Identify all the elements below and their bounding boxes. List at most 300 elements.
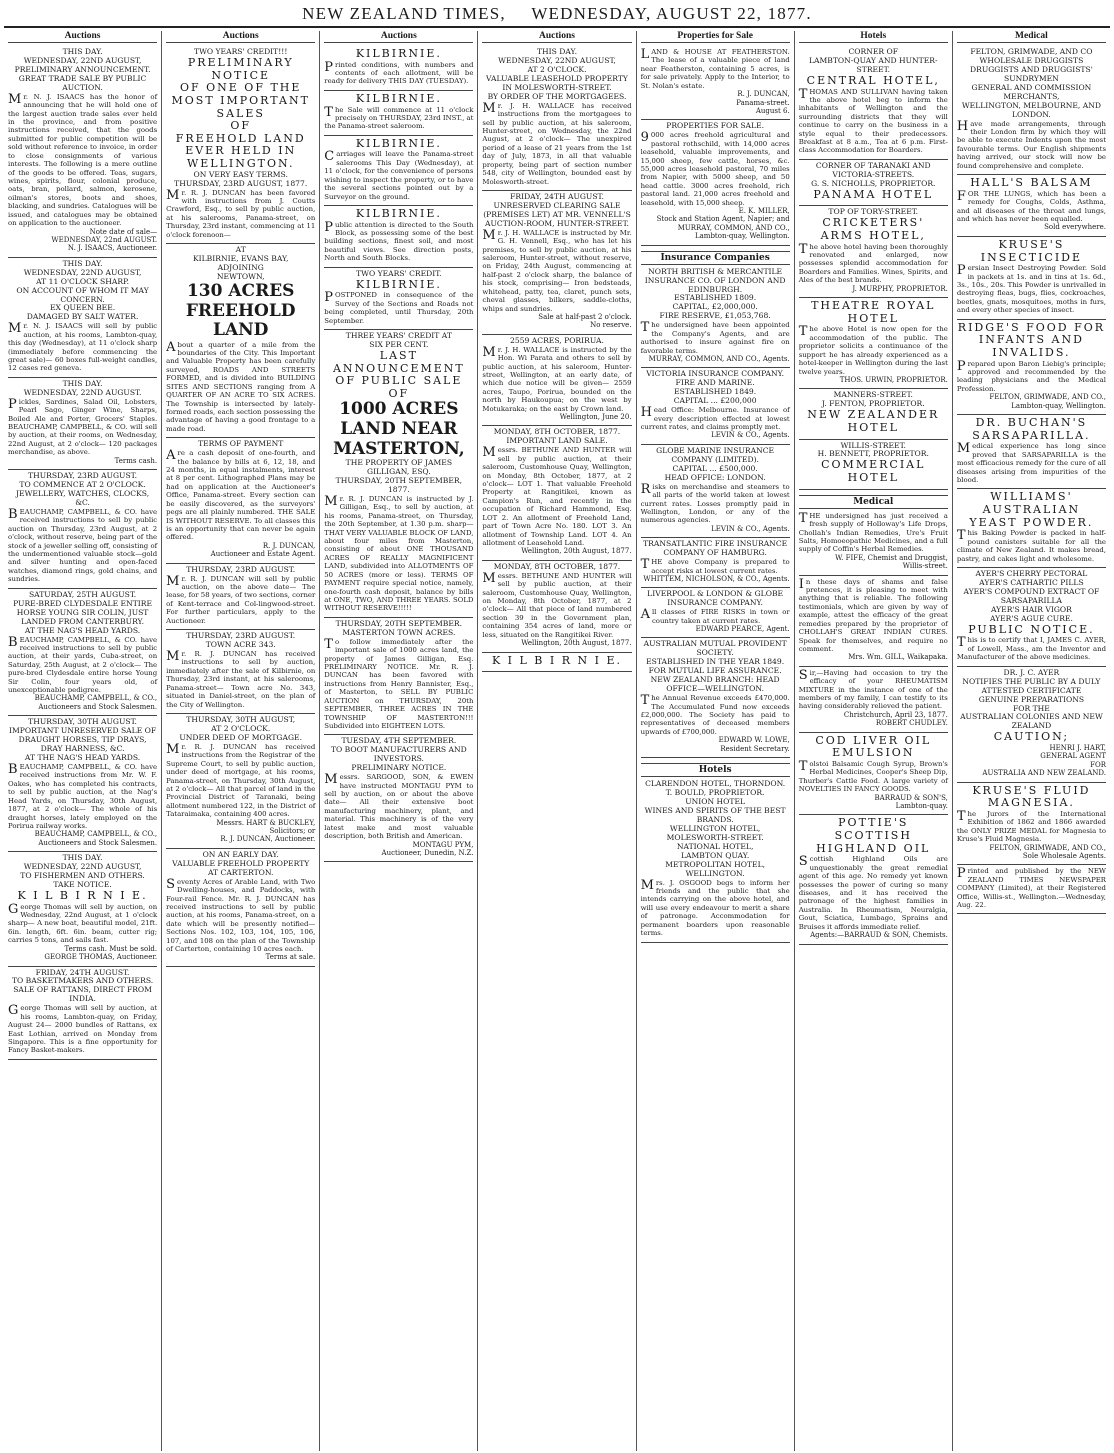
ad-display-line: CENTRAL HOTEL, [806, 73, 940, 87]
ad-heading-line: FRIDAY, 24TH AUGUST. [35, 967, 130, 977]
ad-signature-line: Mrs. Wm. GILL, Waikapaka. [848, 653, 948, 662]
ad-heading-line: AYER'S COMPOUND EXTRACT OF SARSAPARILLA [963, 586, 1100, 605]
ad-body-text: Printed and published by the NEW ZEALAND TIMES NEWSPAPER COMPANY (Limited), at their Registered Office, Willis-st., Wellington.—Wednesday, Aug. 22. [956, 866, 1106, 910]
ad-body-text: All classes of FIRE RISKS in town or country taken at current rates. [640, 607, 790, 625]
ad-body-text: BEAUCHAMP, CAMPBELL, & CO. have received instructions to sell by public auction, at their yards, Cuba-street, on Saturday, 25th August, at 2 o'clock— The pure-bred Clydesdale entire horse Young Sir Colin, four years old, of unexceptionable pedigree. [8, 634, 158, 695]
advertisement [166, 438, 315, 563]
ad-heading-line: AYER'S CHERRY PECTORAL [975, 569, 1088, 579]
ad-body-text: Messrs. BETHUNE AND HUNTER will sell by public auction, at their saleroom, Customhouse Quay, Wellington, on Monday, 8th October, 1877, at 2 o'clock— All that piece of land numbered section 39 in the Government plan, containing 354 acres of land, more or less, situated on the Rangitikei River. [482, 570, 632, 639]
ad-body-text: Mrs. J. OSGOOD begs to inform her friends and the public that she intends carrying on the above hotel, and will use every endeavour to merit a share of patronage. Accommodation for permanent boarders upon reasonable terms. [640, 877, 790, 938]
advertisement [482, 335, 631, 427]
ad-heading-line: AT 2 O'CLOCK. [211, 723, 271, 733]
ad-heading-line: WEDNESDAY, 22ND AUGUST, [23, 267, 142, 277]
ad-body-text: Mr. R. J. DUNCAN has received instructions from the Registrar of the Supreme Court, to sell by public auction, under deed of mortgage, at his rooms, Panama-street, on Thursday, 30th August, at 2 o'clock— All that parcel of land in the Provincial District of Taranaki, being allotment numbered 122, in the District of Tataraimaka, containing 400 acres. [166, 741, 316, 819]
ad-heading-line: WEDNESDAY, 22ND AUGUST, [498, 55, 616, 65]
ad-signature-line: AUSTRALIA AND NEW ZEALAND. [982, 769, 1106, 778]
ad-heading-line: PRELIMINARY ANNOUNCEMENT. [14, 64, 151, 74]
ad-heading-line: SIX PER CENT. [369, 339, 429, 349]
ad-body-text: George Thomas will sell by auction, at his rooms, Lambton-quay, on Friday, August 24— 2000 bundles of Rattans, ex East Lothian, arrived on Monday from Singapore. This is a fine opportunity for Fancy Basket-makers. [8, 1003, 158, 1055]
advertisement [166, 714, 315, 849]
ad-heading-line: CORNER OF TARANAKI AND VICTORIA-STREETS. [815, 160, 931, 179]
ad-display-line: EVER HELD IN WELLINGTON. [185, 144, 297, 171]
column-5 [637, 31, 795, 1451]
ad-body-text: Scottish Highland Oils are unquestionably the great remedial agent of this age. No remedy yet known possesses the power of curing so many diseases, and it has received the patronage of the highest families in Australia. In Rheumatism, Neuralgia, Gout, Sciatica, Lumbago, Sprains and Bruises it affords immediate relief. [798, 854, 948, 931]
ad-body-text: Mr. R. J. DUNCAN is instructed by J. Gilligan, Esq., to sell by auction, at his rooms, Panama-street, on Thursday, the 20th September, at 1.30 p.m. sharp— THAT VERY VALUABLE BLOCK OF LAND, about four miles from Masterton, consisting of about ONE THOUSAND ACRES OF REALLY MAGNIFICENT LAND, subdivided into ALLOTMENTS OF 50 ACRES (more or less). TERMS OF PAYMENT require special notice, namely, one-fourth cash deposit, balance by bills at ONE, TWO, AND THREE YEARS. SOLD WITHOUT RESERVE!!!!! [324, 493, 474, 613]
ad-signature-line: W. FIFE, Chemist and Druggist, [835, 553, 948, 562]
ad-heading-line: CAPITAL ... £200,000 [673, 396, 757, 406]
ad-body-text: The Jurors of the International Exhibition of 1862 and 1866 awarded the ONLY PRIZE MEDAL for Magnesia to Kruse's Fluid Magnesia. [956, 808, 1106, 844]
advertisement [799, 733, 948, 816]
ad-display-line: LAST ANNOUNCEMENT [332, 348, 465, 375]
ad-display-line: OF [230, 119, 252, 133]
ad-heading-line: MOLESWORTH-STREET. [666, 832, 764, 842]
ad-signature-line: N. J. ISAACS, Auctioneer. [67, 244, 158, 253]
ad-heading-line: TO FISHERMEN AND OTHERS. [20, 871, 145, 881]
ad-body-text: THE undersigned has just received a fresh supply of Holloway's Life Drops, Chollah's Indian Remedies, Ure's Fruit Salts, Homoeopathic Medicines, and a full supply of Coffin's Herbal Remedies. [798, 510, 948, 554]
column-heading: Hotels [799, 31, 948, 43]
ad-signature-line: Terms cash. [114, 456, 158, 465]
advertisement [957, 783, 1106, 866]
ad-heading-line: THIS DAY. [536, 47, 577, 56]
ad-signature-line: Resident Secretary. [720, 744, 790, 753]
ad-display-line: PUBLIC NOTICE. [968, 622, 1095, 636]
advertisement [8, 258, 157, 378]
ad-heading-line: UNDER DEED OF MORTGAGE. [179, 732, 303, 742]
ad-body-text: Mr. R. J. DUNCAN has been favored with instructions from J. Coutts Crawford, Esq., to sell by public auction, at his salerooms, Panama-street, on Thursday, 23rd instant, commencing at 11 o'clock forenoon— [166, 187, 316, 239]
ad-body-text: Mr. J. H. WALLACE has received instructions from the mortgagees to sell by public auction, at his saleroom, Hunter-street, on Wednesday, the 22nd August, at 2 o'clock— The unexpired period of a lease of 21 years from the 1st day of July, 1873, in all that valuable property, being part of section number 548, city of Wellington, bounded east by Molesworth-street. [482, 100, 632, 186]
ad-body-text: The undersigned have been appointed the Company's Agents, and are authorised to insure against fire on favorable terms. [640, 320, 790, 355]
ad-signature-line: Terms at sale. [265, 953, 316, 962]
column-grid [4, 31, 1110, 1451]
ad-heading-line: AT [235, 245, 246, 255]
advertisement [166, 630, 315, 714]
advertisement [799, 667, 948, 733]
ad-signature-line: Auctioneer and Estate Agent. [210, 550, 316, 559]
ad-heading-line: SATURDAY, 25TH AUGUST. [28, 589, 137, 599]
ad-heading-line: AYER'S CATHARTIC PILLS [979, 578, 1084, 588]
ad-heading-line: THURSDAY, 23RD AUGUST. [186, 564, 296, 574]
ad-heading-line: TUESDAY, 4TH SEPTEMBER. [341, 736, 457, 746]
ad-heading-line: JEWELLERY, WATCHES, CLOCKS, &C. [16, 489, 150, 507]
ad-display-line: KILBIRNIE. [355, 277, 442, 291]
advertisement [166, 244, 315, 438]
ad-heading-line: H. BENNETT, PROPRIETOR. [817, 449, 929, 459]
ad-heading-line: PRELIMINARY NOTICE. [351, 763, 447, 773]
column-7 [953, 31, 1110, 1451]
ad-body-text: Carriages will leave the Panama-street salerooms This Day (Wednesday), at 11 o'clock, for the convenience of persons wishing to inspect the property, or to have the several sections pointed out by a Surveyor on the ground. [324, 149, 474, 201]
ad-heading-line: IMPORTANT UNRESERVED SALE OF DRAUGHT HORSES, TIP DRAYS, DRAY HARNESS, &C. [8, 726, 157, 754]
ad-body-text: Mr. R. J. DUNCAN has received instructions to sell by auction, immediately after the sale of Kilbirnie, on Thursday, 23rd instant, at his salerooms, Panama-street— Town acre No. 343, situated in Daniel-street, on the plan of the City of Wellington. [166, 649, 316, 709]
ad-heading-line: MANNERS-STREET. [833, 390, 913, 400]
ad-signature-line: Lambton-quay, Wellington. [694, 232, 790, 241]
advertisement [482, 46, 631, 191]
ad-heading-line: TOWN ACRE 343. [205, 640, 276, 650]
ad-body-text: The above Hotel is now open for the accommodation of the public. The proprietor solicits a continuance of the support he has already experienced as a hotel-keeper in Wellington during the last twelve years. [798, 324, 948, 376]
ad-heading-line: ON VERY EASY TERMS. [193, 169, 288, 179]
ad-body-text: FOR THE LUNGS, which has been a remedy for Coughs, Colds, Asthma, and all diseases of the throat and lungs, and which has never been equalled. [956, 188, 1106, 224]
ad-body-text: Public attention is directed to the South Block, as possessing some of the best building sections, finest soil, and most beautiful views. See direction posts, North and South Blocks. [324, 219, 474, 263]
advertisement [641, 758, 790, 942]
ad-heading-line: PURE-BRED CLYDESDALE ENTIRE HORSE YOUNG SIR COLIN, JUST LANDED FROM CANTERBURY. [13, 598, 153, 626]
ad-signature-line: EDWARD PEARCE, Agent. [695, 625, 790, 634]
ad-heading-line: NEWTOWN, [216, 272, 265, 282]
ad-display-line: NEW ZEALANDER HOTEL [807, 408, 940, 434]
ad-signature-line: Sale at half-past 2 o'clock. [538, 312, 632, 321]
advertisement [324, 735, 473, 862]
ad-display-line: PRELIMINARY NOTICE [187, 55, 294, 82]
ad-heading-line: VALUABLE LEASEHOLD PROPERTY IN MOLESWORTH-STREET. [486, 73, 628, 92]
ad-heading-line: GLOBE MARINE INSURANCE COMPANY (LIMITED). [656, 445, 775, 464]
section-heading: Hotels [641, 763, 790, 777]
ad-heading-line: THURSDAY, 30TH AUGUST. [28, 717, 137, 727]
ad-heading-line: ON AN EARLY DAY. [202, 849, 279, 859]
ad-heading-line: BY ORDER OF THE MORTGAGEES. [487, 91, 627, 101]
ad-signature-line: GENERAL AGENT [1040, 752, 1106, 761]
ad-heading-line: GENERAL AND COMMISSION MERCHANTS, [971, 82, 1092, 101]
ad-signature-line: August 6. [755, 106, 790, 115]
ad-heading-line: AUSTRALIAN MUTUAL PROVIDENT SOCIETY. [643, 639, 787, 658]
ad-heading-line: MASTERTON TOWN ACRES. [342, 627, 456, 637]
ad-heading-line: ESTABLISHED 1809. [674, 293, 757, 303]
ad-heading-line: THURSDAY, 23RD AUGUST, 1877. [174, 178, 308, 188]
ad-signature-line: ROBERT CHUDLEY. [875, 719, 948, 728]
ad-signature-line: Note date of sale— [89, 227, 158, 236]
ad-heading-line: VALUABLE FREEHOLD PROPERTY [172, 858, 310, 868]
ad-heading-line: THIS DAY. [62, 853, 103, 863]
ad-heading-line: NOTIFIES THE PUBLIC BY A DULY ATTESTED CERTIFICATE [962, 676, 1101, 695]
ad-heading-line: THREE YEARS' CREDIT AT [345, 331, 452, 341]
ad-signature-line: Wellington, 20th August, 1877. [521, 547, 632, 556]
ad-heading-line: UNRESERVED CLEARING SALE (PREMISES LET) AT MR. VENNELL'S AUCTION-ROOM, HUNTER-STREET. [483, 200, 631, 228]
advertisement [482, 653, 631, 673]
ad-signature-line: Auctioneer, Dunedin, N.Z. [381, 848, 474, 857]
ad-signature-line: MURRAY, COMMON, AND CO., [677, 223, 790, 232]
ad-heading-line: FOR THE [1012, 703, 1050, 713]
ad-display-line: CRICKETERS' ARMS HOTEL, [820, 216, 926, 242]
advertisement [324, 136, 473, 206]
ad-body-text: In these days of shams and false pretences, it is pleasing to meet with anything that is reliable. The following testimonials, which are given by way of example, attest the efficacy of the great remedies prepared by the proprietor of CHOLLAH'S GREAT INDIAN CURES. Speak for themselves, and require no comment. [798, 576, 948, 653]
ad-body-text: Persian Insect Destroying Powder. Sold in packets at 1s. and in tins at 1s. 6d., 3s., 10s., 20s. This Powder is unrivalled in destroying fleas, bugs, flies, cockroaches, beetles, gnats, mosquitoes, moths in furs, and every other species of insect. [956, 263, 1106, 315]
ad-signature-line: WEDNESDAY, 22nd AUGUST. [51, 235, 158, 244]
ad-heading-line: IMPORTANT LAND SALE. [506, 436, 608, 446]
ad-signature-line: FOR [1090, 760, 1106, 769]
column-1 [4, 31, 162, 1451]
advertisement [641, 120, 790, 245]
ad-signature-line: R. J. DUNCAN, Auctioneer. [220, 835, 316, 844]
ad-display-line: COD LIVER OIL EMULSION [815, 733, 932, 760]
ad-body-text: BEAUCHAMP, CAMPBELL, & CO. have received instructions from Mr. W. F. Oakes, who has completed his contracts, to sell by public auction, at the Nag's Head Yards, on Thursday, 30th August, 1877, at 2 o'clock— The whole of his draught horses, lately employed on the Porirua railway works. [8, 762, 158, 830]
ad-heading-line: AT CARTERTON. [207, 867, 274, 877]
advertisement [8, 716, 157, 852]
ad-heading-line: J. FENTON, PROPRIETOR. [821, 399, 925, 409]
ad-heading-line: THURSDAY, 23RD AUGUST. [28, 471, 138, 481]
ad-display-line: KILBIRNIE. [355, 47, 442, 60]
advertisement [641, 368, 790, 444]
ad-heading-line: THURSDAY, 20TH SEPTEMBER, 1877. [335, 476, 463, 494]
ad-signature-line: Wellington, June 20. [559, 413, 632, 422]
advertisement [641, 538, 790, 588]
ad-heading-line: HEAD OFFICE: LONDON. [664, 472, 766, 482]
advertisement [8, 378, 157, 470]
advertisement [799, 46, 948, 160]
advertisement [957, 865, 1106, 914]
ad-body-text: To follow immediately after the important sale of 1000 acres land, the property of James Gilligan, Esq. PRELIMINARY NOTICE. Mr. R. J. DUNCAN has been favored with instructions from Henry Bannister, Esq., of Masterton, to SELL BY PUBLIC AUCTION on THURSDAY, 20th SEPTEMBER, THREE ACRES IN THE TOWNSHIP OF MASTERTON!!! Subdivided into EIGHTEEN LOTS. [324, 636, 474, 730]
section-heading: Insurance Companies [641, 251, 790, 265]
advertisement [957, 175, 1106, 237]
ad-headline: 1000 ACRES LAND NEAR MASTERTON, [333, 399, 465, 459]
ad-heading-line: TWO YEARS' CREDIT!!! [194, 47, 288, 56]
ad-heading-line: WELLINGTON. [685, 868, 745, 878]
section-heading: Medical [799, 495, 948, 509]
ad-heading-line: UNION HOTEL [685, 796, 746, 806]
advertisement [8, 470, 157, 589]
ad-heading-line: TRANSATLANTIC FIRE INSURANCE COMPANY OF HAMBURG. [643, 539, 788, 558]
advertisement [8, 589, 157, 717]
ad-heading-line: PROPERTIES FOR SALE. [666, 121, 765, 131]
column-6 [795, 31, 953, 1451]
column-2 [162, 31, 320, 1451]
ad-heading-line: AT 11 O'CLOCK SHARP. [36, 276, 130, 286]
ad-heading-line: ON ACCOUNT OF WHOM IT MAY CONCERN. [16, 285, 149, 304]
ad-heading-line: TO BOOT MANUFACTURERS AND INVESTORS. [330, 745, 467, 764]
ad-heading-line: CAPITAL, £2,000,000. [672, 302, 758, 312]
ad-heading-line: FIRE AND MARINE. [675, 378, 755, 388]
advertisement [482, 561, 631, 653]
ad-heading-line: FELTON, GRIMWADE, AND CO [970, 47, 1093, 56]
ad-display-line: PANAMA HOTEL [813, 187, 934, 201]
ad-heading-line: WEDNESDAY, 22ND AUGUST, [23, 862, 142, 872]
ad-signature-line: FELTON, GRIMWADE, AND CO., [989, 393, 1106, 402]
ad-heading-line: METROPOLITAN HOTEL, [665, 859, 766, 869]
ad-heading-line: THURSDAY, 20TH SEPTEMBER. [335, 618, 463, 628]
ad-signature-line: BEAUCHAMP, CAMPBELL, & CO., [34, 830, 158, 839]
ad-body-text: Pickles, Sardines, Salad Oil, Lobsters, Pearl Sago, Ginger Wine, Sharps, Boiled Ale and Porter, Grocers' Staples. BEAUCHAMP, CAMPBELL, & CO. will sell by auction, at their rooms, on Wednesday, 22nd August, at 2 o'clock— 120 packages merchandise, as above. [8, 396, 158, 457]
ad-heading-line: WELLINGTON, MELBOURNE, AND LONDON. [961, 100, 1101, 119]
ad-heading-line: TWO YEARS' CREDIT. [356, 268, 442, 278]
ad-body-text: The Sale will commence at 11 o'clock precisely on THURSDAY, 23rd INST., at the Panama-street saleroom. [324, 104, 474, 131]
ad-display-line: KILBIRNIE. [355, 206, 442, 220]
ad-display-line: KRUSE'S INSECTICIDE [980, 237, 1083, 264]
advertisement [166, 564, 315, 630]
advertisement [324, 618, 473, 736]
ad-heading-line: FRIDAY, 24TH AUGUST. [510, 191, 604, 201]
advertisement [324, 91, 473, 136]
ad-heading-line: GENUINE PREPARATIONS [978, 694, 1085, 704]
ad-signature-line: GEORGE THOMAS, Auctioneer. [44, 953, 158, 962]
ad-body-text: 9000 acres freehold agricultural and pastoral rothschild, with 14,000 acres leasehold, valuable improvements, and 15,000 sheep, few cattle, horses, &c. 55,000 acres leasehold pastoral, 70 miles from Napier, with 5000 sheep, and 50 head cattle. 3000 acres freehold, rich pastoral land. 21,000 acres freehold and leasehold, with 15,000 sheep. [640, 130, 790, 207]
ad-heading-line: WEDNESDAY, 22ND AUGUST. [23, 387, 142, 397]
ad-body-text: LAND & HOUSE AT FEATHERSTON. The lease of a valuable piece of land near Featherston, containing 5 acres, is for sale privately. Apply to the Interior, to St. Nolan's estate. [640, 47, 790, 90]
ad-heading-line: ADJOINING [217, 263, 264, 273]
ad-heading-line: WILLIS-STREET. [840, 440, 906, 450]
ad-heading-line: TO BASKETMAKERS AND OTHERS. [11, 976, 154, 986]
ad-body-text: Tolstoi Balsamic Cough Syrup, Brown's Herbal Medicines, Cooper's Sheep Dip, Thurber's Cattle Food. A large variety of NOVELTIES IN FANCY GOODS. [798, 758, 948, 794]
ad-signature-line: HENRI J. HART, [1049, 744, 1106, 753]
column-heading: Auctions [166, 31, 315, 43]
ad-display-line: KILBIRNIE. [355, 136, 442, 150]
ad-signature-line: WHITTEM, NICHOLSON, & CO., Agents. [643, 574, 790, 583]
ad-heading-line: T. BOULD, PROPRIETOR. [665, 788, 765, 798]
ad-body-text: Mr. J. H. WALLACE is instructed by Mr. G. H. Vennell, Esq., who has let his premises, to sell by public auction, at his saleroom, Hunter-street, without reserve, on Friday, 24th August, commencing at half-past 2 o'clock sharp, the balance of his stock, comprising— Iron bedsteads, whitehead, patty, tea, claret, punch sets, cheval glasses, bilkers, saddle-cloths, whips and sundries. [482, 227, 632, 313]
ad-display-line: KILBIRNIE. [355, 91, 442, 105]
ad-body-text: The above hotel having been thoroughly renovated and enlarged, now possesses splendid accommodation for Boarders and Families. Wines, Spirits, and Ales of the best brands. [798, 241, 948, 285]
ad-heading-line: THIS DAY. [62, 378, 103, 388]
ad-display-line: THEATRE ROYAL HOTEL [811, 299, 936, 325]
ad-display-line: KRUSE'S FLUID MAGNESIA. [972, 783, 1091, 810]
ad-heading-line: AT THE NAG'S HEAD YARDS. [24, 753, 141, 763]
ad-heading-line: EX QUEEN BEE. [49, 303, 116, 313]
masthead-title: NEW ZEALAND TIMES, [302, 4, 506, 23]
advertisement [799, 815, 948, 944]
ad-display-line: RIDGE'S FOOD FOR INFANTS AND INVALIDS. [957, 320, 1106, 359]
ad-heading-line: THURSDAY, 30TH AUGUST, [186, 714, 296, 724]
ad-signature-line: MURRAY, COMMON, AND CO., Agents. [648, 355, 790, 363]
ad-display-line: OF PUBLIC SALE [335, 374, 463, 388]
ad-body-text: Have made arrangements, through their London firm by which they will be able to execute Indents upon the most favourable terms. Our English shipments having arrived, our stock will now be found comprehensive and complete. [956, 118, 1106, 170]
ad-display-line: OF ONE OF THE [179, 81, 302, 95]
ad-heading-line: WINES AND SPIRITS OF THE BEST BRANDS. [644, 805, 786, 824]
ad-heading-line: AYER'S HAIR VIGOR [990, 604, 1072, 614]
ad-heading-line: LIVERPOOL & LONDON & GLOBE INSURANCE COMPANY. [647, 589, 784, 608]
ad-signature-line: LEVIN & CO., Agents. [711, 431, 790, 440]
advertisement [799, 576, 948, 667]
ad-signature-line: LEVIN & CO., Agents. [711, 524, 790, 533]
column-4 [478, 31, 636, 1451]
advertisement [799, 440, 948, 490]
ad-heading-line: CLARENDON HOTEL, THORNDON. [645, 779, 786, 789]
ad-heading-line: SALE OF RATTANS, DIRECT FROM INDIA. [13, 985, 152, 1004]
ad-heading-line: GREAT TRADE SALE BY PUBLIC AUCTION. [18, 73, 147, 92]
advertisement [324, 206, 473, 268]
ad-signature-line: R. J. DUNCAN, [737, 90, 790, 99]
ad-signature-line: Terms cash. Must be sold. [64, 944, 158, 953]
ad-display-line: HALL'S BALSAM [970, 176, 1093, 190]
ad-signature-line: Lambton-quay. [895, 802, 948, 811]
ad-display-line: OF [388, 386, 410, 400]
ad-signature-line: E. K. MILLER, [738, 207, 790, 216]
advertisement [957, 568, 1106, 667]
ad-display-line: FREEHOLD LAND [175, 131, 306, 145]
ad-heading-line: THIS DAY. [62, 258, 103, 268]
ad-body-text: This is to certify that I, JAMES C. AYER, of Lowell, Mass., am the Inventor and Manufacturer of the above medicines. [956, 635, 1106, 662]
ad-signature-line: Lambton-quay, Wellington. [1011, 401, 1106, 410]
ad-signature-line: MONTAGU PYM, [412, 840, 474, 849]
ad-body-text: About a quarter of a mile from the boundaries of the City. This Important and Valuable Property has been carefully surveyed, ROADS AND STREETS FORMED, and is divided into BUILDING SITES AND SECTIONS ranging from A QUARTER OF AN ACRE TO SIX ACRES. The Township is intersected by lately-formed roads, each section possessing the advantage of having a good frontage to a made road. [166, 339, 316, 433]
ad-heading-line: 2559 ACRES, PORIRUA. [510, 335, 604, 345]
ad-signature-line: Sole Wholesale Agents. [1022, 851, 1106, 860]
ad-signature-line: Solicitors; or [269, 827, 316, 836]
column-heading: Auctions [8, 31, 157, 43]
ad-heading-line: WEDNESDAY, 22ND AUGUST, [23, 55, 142, 65]
ad-display-line: POTTIE'S SCOTTISH HIGHLAND OIL [816, 816, 931, 855]
ad-heading-line: DRUGGISTS AND DRUGGISTS' SUNDRYMEN [970, 64, 1093, 83]
ad-heading-line: AYER'S AGUE CURE. [989, 613, 1073, 623]
ad-signature-line: Wellington, 20th August, 1877. [521, 639, 632, 648]
ad-signature-line: Sold everywhere. [1044, 223, 1106, 232]
ad-heading-line: THURSDAY, 23RD AUGUST. [186, 631, 296, 641]
ad-body-text: THOMAS AND SULLIVAN having taken the above hotel beg to inform the inhabitants of Wellington and the surrounding districts that they will continue to carry on the business in a style equal to their predecessors. Breakfast at 8 a.m., Tea at 6 p.m. First-class Accommodation for Boarders. [798, 86, 948, 155]
ad-signature-line: BARRAUD & SON'S, [874, 793, 948, 802]
ad-heading-line: THE PROPERTY OF JAMES GILLIGAN, ESQ. [345, 458, 453, 477]
ad-heading-line: AT THE NAG'S HEAD YARDS. [24, 625, 141, 635]
ad-signature-line: Willis-street. [902, 562, 948, 571]
ad-heading-line: AUSTRALIAN COLONIES AND NEW ZEALAND [960, 712, 1103, 731]
ad-signature-line: Auctioneers and Stock Salesmen. [38, 702, 158, 711]
advertisement [799, 206, 948, 298]
ad-body-text: Messrs. SARGOOD, SON, & EWEN have instructed MONTAGU PYM to sell by auction, on or about the above date— All their extensive boot manufacturing machinery, plant, and material. This machinery is of the very latest make and most valuable description, both British and American. [324, 772, 474, 841]
advertisement [957, 46, 1106, 175]
ad-signature-line: R. J. DUNCAN, [262, 541, 316, 550]
ad-body-text: Risks on merchandise and steamers to all parts of the world taken at lowest current rates. Losses promptly paid in Wellington, London, or any of the numerous agencies. [640, 481, 790, 525]
ad-signature-line: Messrs. HART & BUCKLEY, [216, 818, 316, 827]
ad-display-line: K I L B I R N I E. [17, 888, 148, 902]
ad-heading-line: NEW ZEALAND BRANCH: HEAD OFFICE—WELLINGTON. [650, 675, 780, 694]
ad-heading-line: TOP OF TORY-STREET. [828, 207, 919, 217]
masthead-date: WEDNESDAY, AUGUST 22, 1877. [531, 4, 812, 23]
ad-heading-line: WELLINGTON HOTEL, [669, 823, 761, 833]
column-heading: Auctions [482, 31, 631, 43]
advertisement [8, 967, 157, 1060]
masthead [4, 4, 1110, 28]
ad-heading-line: THIS DAY. [62, 47, 103, 56]
ad-signature-line: No reserve. [590, 321, 632, 330]
ad-heading-line: DAMAGED BY SALT WATER. [26, 312, 139, 322]
ad-display-line: K I L B I R N I E. [491, 653, 623, 667]
advertisement [324, 330, 473, 618]
ad-body-text: This Baking Powder is packed in half-pound canisters suitable for all the climate of New Zealand. It makes bread, pastry, and cakes light and wholesome. [956, 528, 1106, 563]
advertisement [957, 237, 1106, 320]
ad-heading-line: LAMBTON QUAY. [681, 850, 750, 860]
ad-body-text: Prepared upon Baron Liebig's principle; approved and recommended by the leading physicians and the Medical Profession. [956, 358, 1106, 393]
ad-signature-line: THOS. URWIN, PROPRIETOR. [839, 375, 948, 384]
ad-heading-line: MONDAY, 8TH OCTOBER, 1877. [493, 561, 621, 571]
ad-body-text: Head Office: Melbourne. Insurance of every description effected at lowest current rates, and claims promptly met. [640, 405, 790, 432]
ad-signature-line: Agents:—BARRAUD & SON, Chemists. [810, 931, 948, 940]
ad-body-text: Messrs. BETHUNE AND HUNTER will sell by public auction, at their saleroom, Customhouse Quay, Wellington, on Monday, 8th October, 1877, at 2 o'clock— LOT 1. That valuable Freehold Property at Rangitikei, known as Campion's Run, and recently in the occupation of Richard Hammond, Esq. LOT 2. An allotment of Freehold Land, part of Town Acre No. 180. LOT 3. An allotment of Township Land. LOT 4. An allotment of Leasehold Land. [482, 445, 632, 548]
ad-heading-line: LAMBTON-QUAY AND HUNTER-STREET. [808, 55, 938, 74]
advertisement [799, 389, 948, 439]
ad-display-line: DR. BUCHAN'S SARSAPARILLA. [972, 416, 1091, 442]
advertisement [641, 445, 790, 538]
advertisement [957, 415, 1106, 489]
advertisement [957, 320, 1106, 415]
ad-heading-line: ESTABLISHED 1849. [674, 387, 757, 397]
ad-heading-line: AT 2 O'CLOCK. [527, 64, 587, 74]
ad-signature-line: FELTON, GRIMWADE, AND CO., [989, 843, 1106, 852]
ad-body-text: THE above Company is prepared to accept risks at lowest current rates. [640, 557, 790, 575]
ad-body-text: Are a cash deposit of one-fourth, and the balance by bills at 6, 12, 18, and 24 months, in equal instalments, interest at 8 per cent. Lithographed Plans may be had on application at the Auctioneer's Office, Panama-street. Every section can be easily discovered, as the surveyors' pegs are all plainly numbered. THE SALE IS WITHOUT RESERVE. To all classes this is an opportunity that can never be again offered. [166, 448, 316, 542]
ad-heading-line: CORNER OF [848, 47, 899, 56]
ad-heading-line: TAKE NOTICE. [53, 880, 112, 890]
ad-heading-line: ESTABLISHED IN THE YEAR 1849. [646, 657, 785, 667]
ad-body-text: POSTPONED in consequence of the Survey of the Sections and Roads not being completed, until Thursday, 20th September. [324, 290, 474, 325]
ad-body-text: BEAUCHAMP, CAMPBELL, & CO. have received instructions to sell by public auction on Thursday, 23rd August, at 2 o'clock, without reserve, being part of the stock of a jeweller selling off, consisting of the undermentioned valuable stock—gold and silver hunting and open-faced watches, diamond rings, gold chains, and sundries. [8, 506, 158, 584]
column-heading: Medical [957, 31, 1106, 43]
ad-signature-line: Panama-street. [736, 98, 790, 107]
advertisement [482, 191, 631, 335]
ad-heading-line: NATIONAL HOTEL, [676, 841, 754, 851]
advertisement [482, 426, 631, 560]
advertisement [957, 489, 1106, 568]
ad-body-text: George Thomas will sell by auction, on Wednesday, 22nd August, at 1 o'clock sharp— A new boat, beautiful model, 21ft. 6in. length, 6ft. 6in. beam, cutter rig; carries 5 tons, and sails fast. [8, 901, 158, 945]
ad-heading-line: CAPITAL ... £500,000. [672, 463, 758, 473]
advertisement [166, 849, 315, 967]
advertisement [641, 46, 790, 120]
ad-signature-line: Stock and Station Agent, Napier; and [656, 215, 790, 224]
advertisement [641, 588, 790, 638]
advertisement [8, 46, 157, 258]
column-heading: Properties for Sale [641, 31, 790, 43]
